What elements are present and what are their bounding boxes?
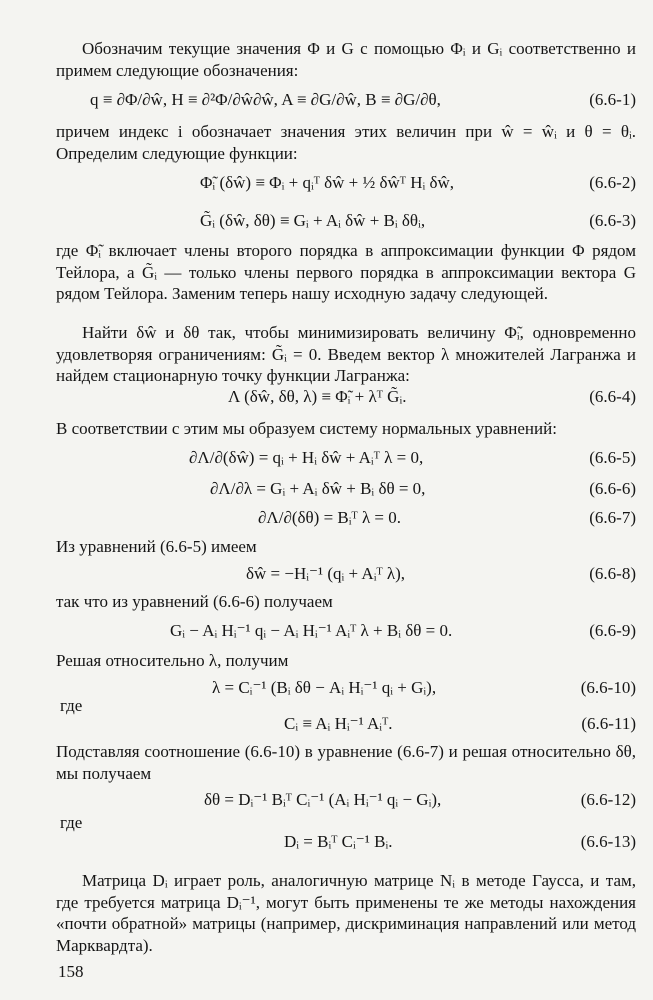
paragraph-notation-intro: Обозначим текущие значения Φ и G с помощью Φᵢ и Gᵢ соответственно и примем следующие обозначения: (56, 39, 636, 80)
paragraph-index-definition: причем индекс i обозначает значения этих величин при ŵ = ŵᵢ и θ = θᵢ. Определим следующие функции: (56, 122, 636, 163)
equation-body: δŵ = −Hᵢ⁻¹ (qᵢ + Aᵢᵀ λ), (246, 564, 406, 583)
equation-6-6-4 (56, 385, 636, 409)
equation-6-6-7 (56, 506, 636, 530)
equation-number: (6.6-8) (589, 564, 636, 583)
equation-number: (6.6-6) (589, 479, 636, 498)
equation-body: G̃ᵢ (δŵ, δθ) ≡ Gᵢ + Aᵢ δŵ + Bᵢ δθᵢ, (200, 211, 426, 230)
equation-body: ∂Λ/∂(δŵ) = qᵢ + Hᵢ δŵ + Aᵢᵀ λ = 0, (189, 448, 424, 467)
equation-number: (6.6-13) (580, 832, 636, 851)
equation-6-6-6 (56, 477, 636, 501)
equation-body: δθ = Dᵢ⁻¹ Bᵢᵀ Cᵢ⁻¹ (Aᵢ Hᵢ⁻¹ qᵢ − Gᵢ), (204, 790, 442, 809)
equation-number: (6.6-2) (589, 173, 636, 192)
equation-body: λ = Cᵢ⁻¹ (Bᵢ δθ − Aᵢ Hᵢ⁻¹ qᵢ + Gᵢ), (212, 678, 437, 697)
equation-6-6-11 (56, 712, 636, 736)
equation-6-6-9 (56, 619, 636, 643)
paragraph-matrix-d-role: Матрица Dᵢ играет роль, аналогичную матрице Nᵢ в методе Гаусса, и там, где требуется матрица Dᵢ⁻¹, могут быть применены те же методы нахождения «почти обратной» матрицы (например, дискриминация направлений или метод Марквардта). (56, 871, 636, 955)
equation-body: Φ̃ᵢ (δŵ) ≡ Φᵢ + qᵢᵀ δŵ + ½ δŵᵀ Hᵢ δŵ, (200, 173, 455, 192)
paragraph-substituting: Подставляя соотношение (6.6-10) в уравнение (6.6-7) и решая относительно δθ, мы получаем (56, 742, 636, 783)
paragraph-taylor-explanation: где Φ̃ᵢ включает члены второго порядка в аппроксимации функции Φ рядом Тейлора, а G̃ᵢ — только члены первого порядка в аппроксимации вектора G рядом Тейлора. Заменим теперь нашу исходную задачу следующей. (56, 241, 636, 303)
paragraph-problem-statement: Найти δŵ и δθ так, чтобы минимизировать величину Φ̃ᵢ, одновременно удовлетворяя ограничениям: G̃ᵢ = 0. Введем вектор λ множителей Лагранжа и найдем стационарную точку функции Лагранжа: (56, 323, 636, 385)
paragraph-from-6-6-5: Из уравнений (6.6-5) имеем (56, 537, 257, 556)
equation-number: (6.6-4) (589, 387, 636, 406)
equation-body: Gᵢ − Aᵢ Hᵢ⁻¹ qᵢ − Aᵢ Hᵢ⁻¹ Aᵢᵀ λ + Bᵢ δθ = 0. (170, 621, 453, 640)
equation-6-6-13 (56, 830, 636, 854)
equation-body: Dᵢ = Bᵢᵀ Cᵢ⁻¹ Bᵢ. (284, 832, 393, 851)
equation-6-6-2 (56, 171, 636, 195)
equation-number: (6.6-1) (589, 90, 636, 109)
equation-body: ∂Λ/∂(δθ) = Bᵢᵀ λ = 0. (258, 508, 402, 527)
equation-body: Cᵢ ≡ Aᵢ Hᵢ⁻¹ Aᵢᵀ. (284, 714, 393, 733)
paragraph-normal-equations: В соответствии с этим мы образуем систему нормальных уравнений: (56, 419, 557, 438)
equation-number: (6.6-7) (589, 508, 636, 527)
paragraph-from-6-6-6: так что из уравнений (6.6-6) получаем (56, 592, 333, 611)
equation-6-6-10 (56, 676, 636, 700)
word-where: где (60, 696, 83, 715)
equation-number: (6.6-12) (580, 790, 636, 809)
equation-6-6-3 (56, 209, 636, 233)
equation-number: (6.6-3) (589, 211, 636, 230)
equation-6-6-12 (56, 788, 636, 812)
equation-number: (6.6-5) (589, 448, 636, 467)
equation-body: Λ (δŵ, δθ, λ) ≡ Φ̃ᵢ + λᵀ G̃ᵢ. (228, 387, 407, 406)
equation-number: (6.6-9) (589, 621, 636, 640)
paragraph-solve-lambda: Решая относительно λ, получим (56, 651, 289, 670)
word-where: где (60, 813, 83, 832)
page-number: 158 (58, 962, 84, 981)
equation-6-6-5 (56, 446, 636, 470)
equation-body: ∂Λ/∂λ = Gᵢ + Aᵢ δŵ + Bᵢ δθ = 0, (210, 479, 426, 498)
equation-6-6-1 (56, 88, 636, 112)
equation-6-6-8 (56, 562, 636, 586)
equation-number: (6.6-10) (580, 678, 636, 697)
equation-number: (6.6-11) (581, 714, 636, 733)
equation-body: q ≡ ∂Φ/∂ŵ, H ≡ ∂²Φ/∂ŵ∂ŵ, A ≡ ∂G/∂ŵ, B ≡ ∂G/∂θ, (90, 90, 441, 109)
